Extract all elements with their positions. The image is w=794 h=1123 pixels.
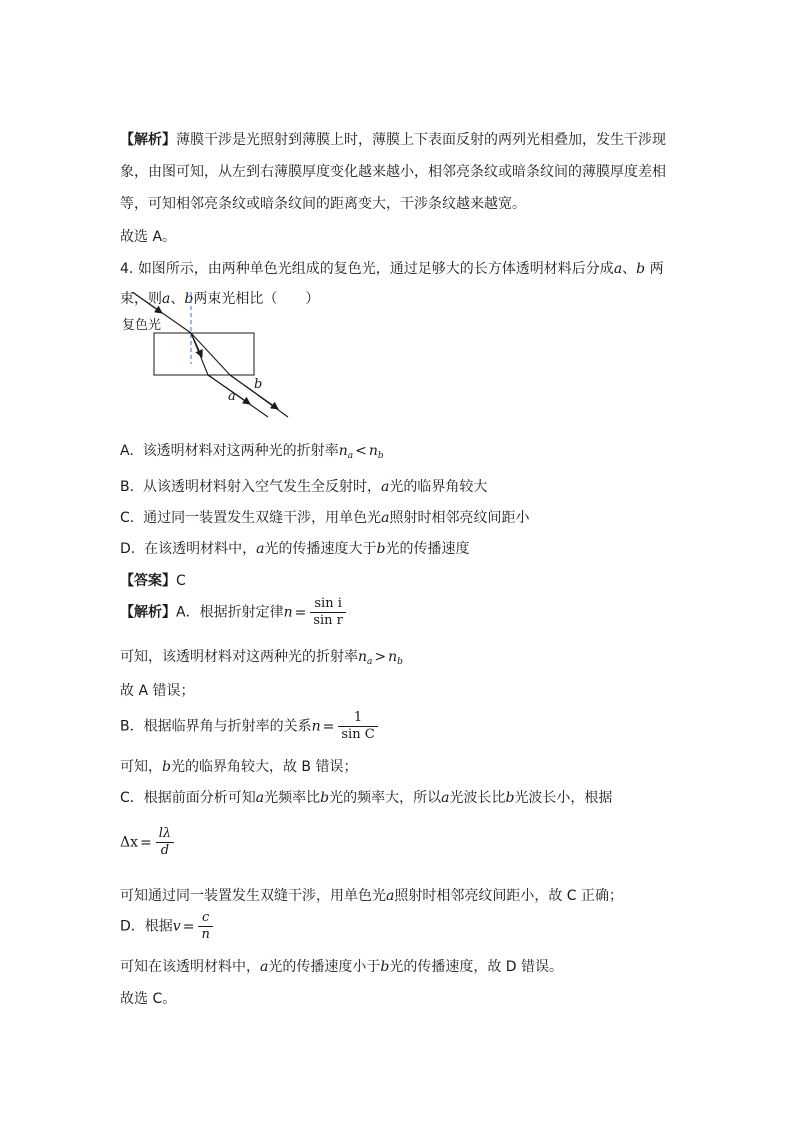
prev-analysis-line-2: 象，由图可知，从左到右薄膜厚度变化越来越小，相邻亮条纹或暗条纹间的薄膜厚度差相 <box>120 164 666 180</box>
answer-tag: 【答案】 <box>120 573 176 589</box>
solution-A-formula: 【解析】A．根据折射定律n = $\frac{\text{sin i}}{\text{sin r}}$ <box>120 596 348 629</box>
ray-b-inside <box>191 333 230 375</box>
question-number: 4. <box>120 261 134 277</box>
solution-D-formula: D．根据v = $\frac{c}{n}$ <box>120 910 215 943</box>
solution-C-line: C．根据前面分析可知a光频率比b光的频率大，所以a光波长比b光波长小，根据 <box>120 790 613 806</box>
solution-B-result: 可知，b光的临界角较大，故 B 错误； <box>120 759 358 775</box>
question-line-1: 4. 如图所示，由两种单色光组成的复色光，通过足够大的长方体透明材料后分成a、b 两 <box>120 261 664 277</box>
snell-fraction: $\frac{\text{sin i}}{\text{sin r}}$ <box>310 596 346 629</box>
question-line-2: 束，则a、b两束光相比（ ） <box>120 291 320 307</box>
solution-C-result: 可知通过同一装置发生双缝干涉，用单色光a照射时相邻亮纹间距小，故 C 正确； <box>120 888 624 904</box>
solution-B-formula: B．根据临界角与折射率的关系n = $\frac{1}{\text{sin C}}$ <box>120 710 380 743</box>
ray-inside-arrow <box>191 333 202 357</box>
incident-arrow <box>128 292 162 313</box>
analysis-tag: 【解析】 <box>120 132 176 148</box>
incident-label: 复色光 <box>122 318 162 333</box>
ray-a-label: a <box>228 389 236 404</box>
option-B[interactable]: B. 从该透明材料射入空气发生全反射时，a光的临界角较大 <box>120 479 488 495</box>
option-A[interactable]: A. 该透明材料对这两种光的折射率$n_a < n_b$ <box>120 443 384 461</box>
prev-analysis-line-3: 等，可知相邻亮条纹或暗条纹间的距离变大，干涉条纹越来越宽。 <box>120 196 526 212</box>
velocity-fraction: $\frac{c}{n}$ <box>198 910 212 943</box>
ray-b-label: b <box>254 377 263 392</box>
prev-conclusion: 故选 A。 <box>120 229 177 245</box>
prev-analysis-line-1: 【解析】薄膜干涉是光照射到薄膜上时，薄膜上下表面反射的两列光相叠加，发生干涉现 <box>120 132 666 148</box>
answer-value: C <box>176 573 186 589</box>
solution-A-result: 可知，该透明材料对这两种光的折射率$n_a > n_b$ <box>120 649 403 667</box>
answer-line <box>120 571 186 591</box>
critical-angle-fraction: $\frac{1}{\text{sin C}}$ <box>338 710 377 743</box>
option-D[interactable]: D. 在该透明材料中，a光的传播速度大于b光的传播速度 <box>120 541 470 557</box>
glass-block <box>154 333 254 375</box>
final-conclusion: 故选 C。 <box>120 991 177 1007</box>
solution-A-conclusion: 故 A 错误； <box>120 683 195 699</box>
option-C[interactable]: C. 通过同一装置发生双缝干涉，用单色光a照射时相邻亮纹间距小 <box>120 510 530 526</box>
refraction-figure <box>118 292 298 432</box>
fringe-spacing-fraction: $\frac{l\lambda}{d}$ <box>156 826 174 859</box>
delta-x: Δx <box>120 834 139 851</box>
solution-D-result: 可知在该透明材料中，a光的传播速度小于b光的传播速度，故 D 错误。 <box>120 959 564 975</box>
solution-C-formula: Δx = $\frac{l\lambda}{d}$ <box>120 826 176 859</box>
